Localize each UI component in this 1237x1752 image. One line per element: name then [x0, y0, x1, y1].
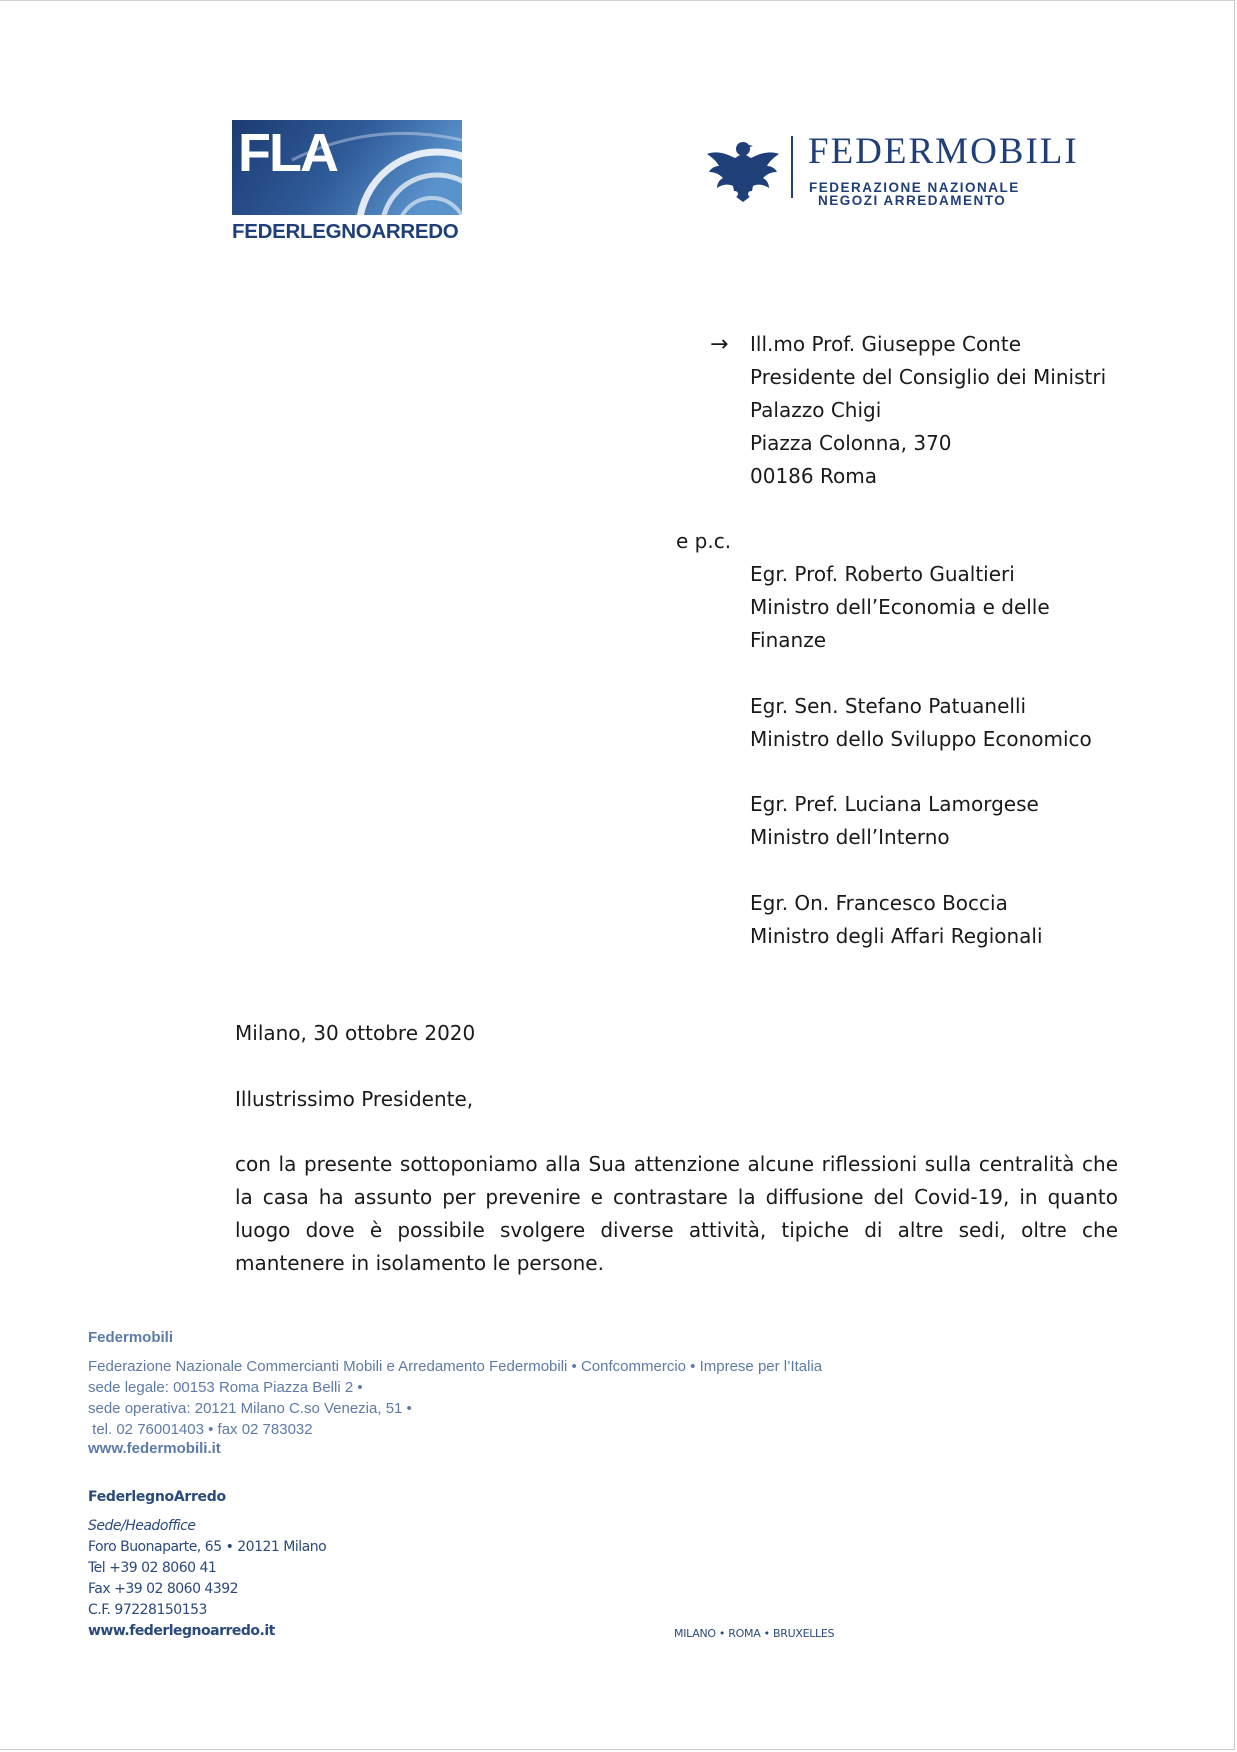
- addressee-block: [750, 328, 1106, 493]
- letter-date: Milano, 30 ottobre 2020: [235, 1021, 476, 1045]
- cc-recipient: [750, 788, 1039, 854]
- footer-federlegno-lines: [88, 1516, 326, 1642]
- footer-line: Fax +39 02 8060 4392: [88, 1581, 239, 1597]
- footer-federmobili-website-link[interactable]: www.federmobili.it: [88, 1440, 221, 1457]
- federmobili-logo-title: FEDERMOBILI: [808, 131, 1079, 172]
- addressee-line: Presidente del Consiglio dei Ministri: [750, 365, 1107, 389]
- footer-headoffice-label: Sede/Headoffice: [88, 1518, 196, 1534]
- fla-logo-name: FEDERLEGNOARREDO: [232, 220, 459, 243]
- federmobili-logo-divider: [791, 136, 793, 198]
- cc-recipient-line: Ministro dell’Interno: [750, 825, 950, 849]
- arrow-icon: →: [710, 332, 729, 357]
- federmobili-logo: [705, 130, 1079, 210]
- cc-recipient-line: Egr. Sen. Stefano Patuanelli: [750, 694, 1027, 718]
- cc-recipient-line: Ministro dell’Economia e delle: [750, 595, 1050, 619]
- footer-federlegno-heading: FederlegnoArredo: [88, 1489, 226, 1505]
- footer-federlegno-website-link[interactable]: www.federlegnoarredo.it: [88, 1623, 275, 1639]
- footer-line: Foro Buonaparte, 65 • 20121 Milano: [88, 1539, 327, 1555]
- footer-line: tel. 02 76001403 • fax 02 783032: [88, 1421, 313, 1438]
- addressee-line: Ill.mo Prof. Giuseppe Conte: [750, 332, 1022, 356]
- cc-recipient-line: Ministro degli Affari Regionali: [750, 924, 1043, 948]
- footer-line: Tel +39 02 8060 41: [88, 1560, 217, 1576]
- footer-line: C.F. 97228150153: [88, 1602, 207, 1618]
- federmobili-logo-subtitle-1: FEDERAZIONE NAZIONALE: [809, 180, 1020, 195]
- addressee-line: Piazza Colonna, 370: [750, 431, 952, 455]
- letter-salutation: Illustrissimo Presidente,: [235, 1087, 474, 1111]
- footer-line: Federazione Nazionale Commercianti Mobili e Arredamento Federmobili • Confcommercio • Imprese per l’Italia: [88, 1358, 823, 1375]
- footer-line: sede legale: 00153 Roma Piazza Belli 2 •: [88, 1379, 363, 1396]
- cc-recipient-line: Finanze: [750, 628, 827, 652]
- federmobili-logo-subtitle-2: NEGOZI ARREDAMENTO: [818, 193, 1007, 208]
- fla-logo-box: [232, 120, 462, 215]
- cc-recipient-line: Egr. Prof. Roberto Gualtieri: [750, 562, 1015, 586]
- footer-line: sede operativa: 20121 Milano C.so Venezia, 51 •: [88, 1400, 412, 1417]
- addressee-line: 00186 Roma: [750, 464, 877, 488]
- cc-recipient-line: Egr. On. Francesco Boccia: [750, 891, 1008, 915]
- cc-recipient-line: Egr. Pref. Luciana Lamorgese: [750, 792, 1039, 816]
- eagle-icon: [705, 136, 781, 204]
- cc-recipient: [750, 558, 1050, 657]
- fla-logo-letters: FLA: [238, 123, 337, 183]
- footer-federmobili-heading: Federmobili: [88, 1329, 174, 1346]
- cc-recipient-line: Ministro dello Sviluppo Economico: [750, 727, 1092, 751]
- footer-cities: MILANO • ROMA • BRUXELLES: [674, 1627, 835, 1640]
- cc-recipient: [750, 690, 1092, 756]
- letter-body-paragraph: con la presente sottoponiamo alla Sua attenzione alcune riflessioni sulla centralità che la casa ha assunto per prevenire e contrastare la diffusione del Covid-19, in quanto luogo dove è possibile svolgere diverse attività, tipiche di altre sedi, oltre che mantenere in isolamento le persone.: [235, 1152, 1118, 1275]
- cc-recipient: [750, 887, 1043, 953]
- cc-label: e p.c.: [676, 529, 732, 553]
- addressee-line: Palazzo Chigi: [750, 398, 882, 422]
- fla-logo: [232, 120, 462, 245]
- footer-federmobili-lines: [88, 1356, 822, 1440]
